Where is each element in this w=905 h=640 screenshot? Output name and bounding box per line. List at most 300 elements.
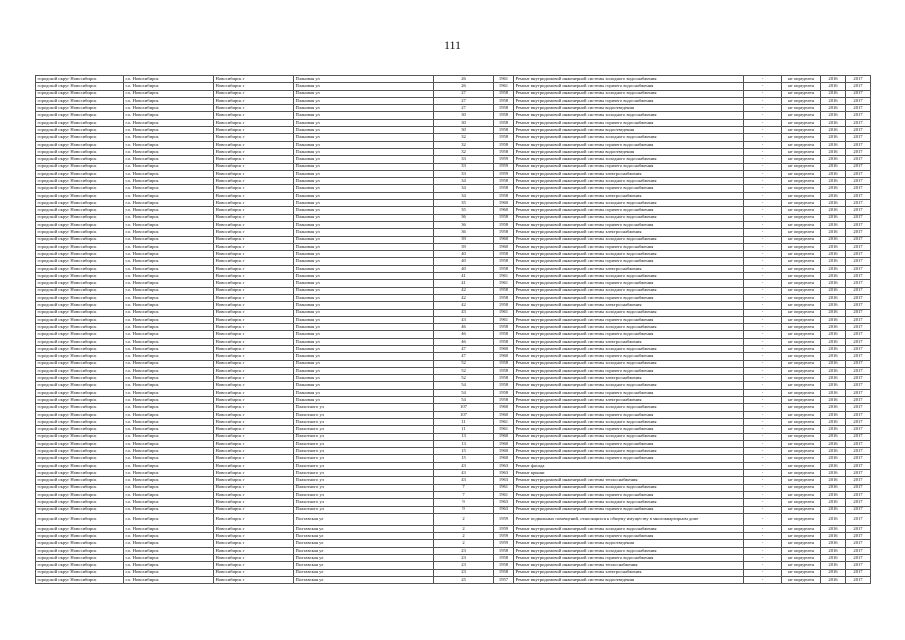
table-row <box>36 309 871 316</box>
municipality-cell: городской округ Новосибирск <box>36 112 124 119</box>
street-cell: Плахотного ул <box>294 491 434 498</box>
street-cell: Плановая ул <box>294 309 434 316</box>
cost-cell: не определен <box>782 569 821 576</box>
table-row <box>36 367 871 374</box>
end-year-cell: 2017 <box>846 569 871 576</box>
municipality-cell: городской округ Новосибирск <box>36 448 124 455</box>
table-row <box>36 576 871 583</box>
settlement-cell: г.о. Новосибирск <box>124 163 214 170</box>
settlement-cell: г.о. Новосибирск <box>124 448 214 455</box>
start-year-cell: 2016 <box>821 178 846 185</box>
dash-cell: - <box>744 382 782 389</box>
end-year-cell: 2017 <box>846 156 871 163</box>
start-year-cell: 2016 <box>821 477 846 484</box>
house-number-cell: 27 <box>434 105 494 112</box>
locality-cell: Новосибирск г <box>214 105 294 112</box>
end-year-cell: 2017 <box>846 440 871 447</box>
build-year-cell: 1958 <box>494 141 514 148</box>
work-type-cell: Ремонт внутридомовой инженерной системы холодного водоснабжения <box>514 448 744 455</box>
work-type-cell: Ремонт внутридомовой инженерной системы холодного водоснабжения <box>514 433 744 440</box>
house-number-cell: 23 <box>434 547 494 554</box>
dash-cell: - <box>744 397 782 404</box>
street-cell: Плановая ул <box>294 273 434 280</box>
dash-cell: - <box>744 462 782 469</box>
end-year-cell: 2017 <box>846 105 871 112</box>
cost-cell: не определен <box>782 389 821 396</box>
settlement-cell: г.о. Новосибирск <box>124 178 214 185</box>
table-row <box>36 207 871 214</box>
municipality-cell: городской округ Новосибирск <box>36 221 124 228</box>
build-year-cell: 1961 <box>494 273 514 280</box>
work-type-cell: Ремонт внутридомовой инженерной системы холодного водоснабжения <box>514 273 744 280</box>
build-year-cell: 1958 <box>494 178 514 185</box>
municipality-cell: городской округ Новосибирск <box>36 533 124 540</box>
house-number-cell: 7 <box>434 491 494 498</box>
house-number-cell: 39 <box>434 243 494 250</box>
end-year-cell: 2017 <box>846 397 871 404</box>
start-year-cell: 2016 <box>821 499 846 506</box>
work-type-cell: Ремонт внутридомовой инженерной системы горячего водоснабжения <box>514 221 744 228</box>
house-number-cell: 26 <box>434 76 494 83</box>
end-year-cell: 2017 <box>846 309 871 316</box>
end-year-cell: 2017 <box>846 258 871 265</box>
street-cell: Плахотного ул <box>294 462 434 469</box>
cost-cell: не определен <box>782 375 821 382</box>
start-year-cell: 2016 <box>821 338 846 345</box>
end-year-cell: 2017 <box>846 411 871 418</box>
end-year-cell: 2017 <box>846 433 871 440</box>
end-year-cell: 2017 <box>846 112 871 119</box>
cost-cell: не определен <box>782 404 821 411</box>
table-row <box>36 287 871 294</box>
end-year-cell: 2017 <box>846 251 871 258</box>
start-year-cell: 2016 <box>821 367 846 374</box>
cost-cell: не определен <box>782 148 821 155</box>
municipality-cell: городской округ Новосибирск <box>36 440 124 447</box>
cost-cell: не определен <box>782 170 821 177</box>
cost-cell: не определен <box>782 251 821 258</box>
end-year-cell: 2017 <box>846 316 871 323</box>
house-number-cell: 32 <box>434 148 494 155</box>
locality-cell: Новосибирск г <box>214 411 294 418</box>
settlement-cell: г.о. Новосибирск <box>124 214 214 221</box>
dash-cell: - <box>744 83 782 90</box>
locality-cell: Новосибирск г <box>214 448 294 455</box>
municipality-cell: городской округ Новосибирск <box>36 185 124 192</box>
build-year-cell: 1958 <box>494 127 514 134</box>
dash-cell: - <box>744 448 782 455</box>
work-type-cell: Ремонт внутридомовой инженерной системы водоотведения <box>514 540 744 547</box>
table-row <box>36 76 871 83</box>
build-year-cell: 1960 <box>494 243 514 250</box>
cost-cell: не определен <box>782 119 821 126</box>
settlement-cell: г.о. Новосибирск <box>124 105 214 112</box>
street-cell: Плахотного ул <box>294 440 434 447</box>
end-year-cell: 2017 <box>846 192 871 199</box>
work-type-cell: Ремонт внутридомовой инженерной системы горячего водоснабжения <box>514 141 744 148</box>
end-year-cell: 2017 <box>846 462 871 469</box>
cost-cell: не определен <box>782 156 821 163</box>
cost-cell: не определен <box>782 470 821 477</box>
locality-cell: Новосибирск г <box>214 192 294 199</box>
municipality-cell: городской округ Новосибирск <box>36 302 124 309</box>
start-year-cell: 2016 <box>821 324 846 331</box>
locality-cell: Новосибирск г <box>214 229 294 236</box>
work-type-cell: Ремонт внутридомовой инженерной системы горячего водоснабжения <box>514 119 744 126</box>
build-year-cell: 1958 <box>494 324 514 331</box>
cost-cell: не определен <box>782 562 821 569</box>
settlement-cell: г.о. Новосибирск <box>124 302 214 309</box>
end-year-cell: 2017 <box>846 484 871 491</box>
cost-cell: не определен <box>782 309 821 316</box>
build-year-cell: 1959 <box>494 525 514 532</box>
dash-cell: - <box>744 148 782 155</box>
table-row <box>36 382 871 389</box>
table-row <box>36 163 871 170</box>
end-year-cell: 2017 <box>846 83 871 90</box>
dash-cell: - <box>744 280 782 287</box>
street-cell: Плановая ул <box>294 229 434 236</box>
settlement-cell: г.о. Новосибирск <box>124 433 214 440</box>
settlement-cell: г.о. Новосибирск <box>124 119 214 126</box>
locality-cell: Новосибирск г <box>214 309 294 316</box>
dash-cell: - <box>744 229 782 236</box>
street-cell: Полтавская ул <box>294 576 434 583</box>
work-type-cell: Ремонт внутридомовой инженерной системы горячего водоснабжения <box>514 389 744 396</box>
build-year-cell: 1958 <box>494 562 514 569</box>
end-year-cell: 2017 <box>846 243 871 250</box>
municipality-cell: городской округ Новосибирск <box>36 569 124 576</box>
locality-cell: Новосибирск г <box>214 112 294 119</box>
table-row <box>36 185 871 192</box>
municipality-cell: городской округ Новосибирск <box>36 229 124 236</box>
house-number-cell: 54 <box>434 389 494 396</box>
street-cell: Полтавская ул <box>294 562 434 569</box>
work-type-cell: Ремонт внутридомовой инженерной системы холодного водоснабжения <box>514 484 744 491</box>
table-row <box>36 440 871 447</box>
settlement-cell: г.о. Новосибирск <box>124 462 214 469</box>
municipality-cell: городской округ Новосибирск <box>36 367 124 374</box>
work-type-cell: Ремонт внутридомовой инженерной системы горячего водоснабжения <box>514 97 744 104</box>
start-year-cell: 2016 <box>821 265 846 272</box>
build-year-cell: 1960 <box>494 440 514 447</box>
locality-cell: Новосибирск г <box>214 236 294 243</box>
end-year-cell: 2017 <box>846 470 871 477</box>
cost-cell: не определен <box>782 185 821 192</box>
locality-cell: Новосибирск г <box>214 251 294 258</box>
start-year-cell: 2016 <box>821 112 846 119</box>
settlement-cell: г.о. Новосибирск <box>124 243 214 250</box>
start-year-cell: 2016 <box>821 433 846 440</box>
locality-cell: Новосибирск г <box>214 375 294 382</box>
settlement-cell: г.о. Новосибирск <box>124 258 214 265</box>
build-year-cell: 1958 <box>494 389 514 396</box>
end-year-cell: 2017 <box>846 134 871 141</box>
locality-cell: Новосибирск г <box>214 200 294 207</box>
settlement-cell: г.о. Новосибирск <box>124 533 214 540</box>
dash-cell: - <box>744 576 782 583</box>
cost-cell: не определен <box>782 83 821 90</box>
house-number-cell: 34 <box>434 185 494 192</box>
end-year-cell: 2017 <box>846 562 871 569</box>
start-year-cell: 2016 <box>821 382 846 389</box>
end-year-cell: 2017 <box>846 294 871 301</box>
cost-cell: не определен <box>782 448 821 455</box>
end-year-cell: 2017 <box>846 448 871 455</box>
start-year-cell: 2016 <box>821 214 846 221</box>
street-cell: Полтавская ул <box>294 555 434 562</box>
cost-cell: не определен <box>782 331 821 338</box>
municipality-cell: городской округ Новосибирск <box>36 540 124 547</box>
table-row <box>36 360 871 367</box>
end-year-cell: 2017 <box>846 540 871 547</box>
work-type-cell: Ремонт внутридомовой инженерной системы электроснабжения <box>514 170 744 177</box>
dash-cell: - <box>744 112 782 119</box>
dash-cell: - <box>744 185 782 192</box>
street-cell: Плановая ул <box>294 389 434 396</box>
work-type-cell: Ремонт внутридомовой инженерной системы горячего водоснабжения <box>514 258 744 265</box>
end-year-cell: 2017 <box>846 506 871 513</box>
start-year-cell: 2016 <box>821 418 846 425</box>
dash-cell: - <box>744 251 782 258</box>
house-number-cell: 25 <box>434 576 494 583</box>
house-number-cell: 43 <box>434 477 494 484</box>
settlement-cell: г.о. Новосибирск <box>124 309 214 316</box>
settlement-cell: г.о. Новосибирск <box>124 251 214 258</box>
cost-cell: не определен <box>782 134 821 141</box>
end-year-cell: 2017 <box>846 353 871 360</box>
end-year-cell: 2017 <box>846 280 871 287</box>
municipality-cell: городской округ Новосибирск <box>36 462 124 469</box>
dash-cell: - <box>744 404 782 411</box>
house-number-cell: 47 <box>434 345 494 352</box>
work-type-cell: Ремонт внутридомовой инженерной системы горячего водоснабжения <box>514 533 744 540</box>
dash-cell: - <box>744 90 782 97</box>
cost-cell: не определен <box>782 214 821 221</box>
municipality-cell: городской округ Новосибирск <box>36 525 124 532</box>
work-type-cell: Ремонт внутридомовой инженерной системы холодного водоснабжения <box>514 76 744 83</box>
cost-cell: не определен <box>782 418 821 425</box>
start-year-cell: 2016 <box>821 576 846 583</box>
build-year-cell: 1958 <box>494 338 514 345</box>
house-number-cell: 42 <box>434 294 494 301</box>
municipality-cell: городской округ Новосибирск <box>36 338 124 345</box>
end-year-cell: 2017 <box>846 491 871 498</box>
build-year-cell: 1958 <box>494 214 514 221</box>
build-year-cell: 1959 <box>494 513 514 525</box>
table-row <box>36 499 871 506</box>
municipality-cell: городской округ Новосибирск <box>36 309 124 316</box>
table-row <box>36 141 871 148</box>
municipality-cell: городской округ Новосибирск <box>36 382 124 389</box>
build-year-cell: 1958 <box>494 251 514 258</box>
dash-cell: - <box>744 97 782 104</box>
house-number-cell: 33 <box>434 163 494 170</box>
street-cell: Плановая ул <box>294 141 434 148</box>
end-year-cell: 2017 <box>846 513 871 525</box>
table-row <box>36 105 871 112</box>
cost-cell: не определен <box>782 273 821 280</box>
page-number: 111 <box>443 38 462 52</box>
locality-cell: Новосибирск г <box>214 156 294 163</box>
dash-cell: - <box>744 470 782 477</box>
cost-cell: не определен <box>782 76 821 83</box>
build-year-cell: 1963 <box>494 470 514 477</box>
municipality-cell: городской округ Новосибирск <box>36 426 124 433</box>
end-year-cell: 2017 <box>846 576 871 583</box>
build-year-cell: 1958 <box>494 258 514 265</box>
locality-cell: Новосибирск г <box>214 265 294 272</box>
cost-cell: не определен <box>782 547 821 554</box>
table-row <box>36 258 871 265</box>
locality-cell: Новосибирск г <box>214 287 294 294</box>
cost-cell: не определен <box>782 200 821 207</box>
street-cell: Плахотного ул <box>294 455 434 462</box>
start-year-cell: 2016 <box>821 331 846 338</box>
start-year-cell: 2016 <box>821 462 846 469</box>
locality-cell: Новосибирск г <box>214 178 294 185</box>
start-year-cell: 2016 <box>821 97 846 104</box>
table-body <box>36 76 871 584</box>
start-year-cell: 2016 <box>821 192 846 199</box>
work-type-cell: Ремонт внутридомовой инженерной системы холодного водоснабжения <box>514 214 744 221</box>
street-cell: Плановая ул <box>294 345 434 352</box>
work-type-cell: Ремонт внутридомовой инженерной системы водоотведения <box>514 105 744 112</box>
start-year-cell: 2016 <box>821 134 846 141</box>
settlement-cell: г.о. Новосибирск <box>124 294 214 301</box>
house-number-cell: 46 <box>434 338 494 345</box>
cost-cell: не определен <box>782 338 821 345</box>
end-year-cell: 2017 <box>846 170 871 177</box>
cost-cell: не определен <box>782 265 821 272</box>
cost-cell: не определен <box>782 192 821 199</box>
municipality-cell: городской округ Новосибирск <box>36 251 124 258</box>
dash-cell: - <box>744 331 782 338</box>
table-row <box>36 375 871 382</box>
build-year-cell: 1958 <box>494 221 514 228</box>
street-cell: Плановая ул <box>294 316 434 323</box>
work-type-cell: Ремонт внутридомовой инженерной системы водоотведения <box>514 148 744 155</box>
locality-cell: Новосибирск г <box>214 382 294 389</box>
locality-cell: Новосибирск г <box>214 76 294 83</box>
house-number-cell: 107 <box>434 411 494 418</box>
end-year-cell: 2017 <box>846 547 871 554</box>
table-row <box>36 513 871 525</box>
house-number-cell: 32 <box>434 141 494 148</box>
street-cell: Плановая ул <box>294 76 434 83</box>
locality-cell: Новосибирск г <box>214 525 294 532</box>
locality-cell: Новосибирск г <box>214 491 294 498</box>
work-type-cell: Ремонт внутридомовой инженерной системы горячего водоснабжения <box>514 280 744 287</box>
street-cell: Плановая ул <box>294 192 434 199</box>
municipality-cell: городской округ Новосибирск <box>36 294 124 301</box>
build-year-cell: 1959 <box>494 170 514 177</box>
build-year-cell: 1961 <box>494 491 514 498</box>
work-type-cell: Ремонт внутридомовой инженерной системы электроснабжения <box>514 397 744 404</box>
work-type-cell: Ремонт внутридомовой инженерной системы электроснабжения <box>514 338 744 345</box>
dash-cell: - <box>744 491 782 498</box>
street-cell: Плановая ул <box>294 375 434 382</box>
build-year-cell: 1959 <box>494 533 514 540</box>
street-cell: Плахотного ул <box>294 418 434 425</box>
work-type-cell: Ремонт внутридомовой инженерной системы холодного водоснабжения <box>514 251 744 258</box>
locality-cell: Новосибирск г <box>214 90 294 97</box>
locality-cell: Новосибирск г <box>214 547 294 554</box>
build-year-cell: 1960 <box>494 200 514 207</box>
table-row <box>36 404 871 411</box>
dash-cell: - <box>744 273 782 280</box>
start-year-cell: 2016 <box>821 105 846 112</box>
table-row <box>36 192 871 199</box>
work-type-cell: Ремонт внутридомовой инженерной системы холодного водоснабжения <box>514 200 744 207</box>
municipality-cell: городской округ Новосибирск <box>36 411 124 418</box>
end-year-cell: 2017 <box>846 178 871 185</box>
build-year-cell: 1961 <box>494 484 514 491</box>
house-number-cell: 43 <box>434 470 494 477</box>
street-cell: Плановая ул <box>294 200 434 207</box>
settlement-cell: г.о. Новосибирск <box>124 316 214 323</box>
build-year-cell: 1960 <box>494 411 514 418</box>
locality-cell: Новосибирск г <box>214 258 294 265</box>
settlement-cell: г.о. Новосибирск <box>124 418 214 425</box>
locality-cell: Новосибирск г <box>214 97 294 104</box>
table-row <box>36 569 871 576</box>
locality-cell: Новосибирск г <box>214 207 294 214</box>
locality-cell: Новосибирск г <box>214 331 294 338</box>
house-number-cell: 11 <box>434 426 494 433</box>
dash-cell: - <box>744 302 782 309</box>
locality-cell: Новосибирск г <box>214 273 294 280</box>
build-year-cell: 1961 <box>494 418 514 425</box>
settlement-cell: г.о. Новосибирск <box>124 375 214 382</box>
locality-cell: Новосибирск г <box>214 397 294 404</box>
street-cell: Плановая ул <box>294 163 434 170</box>
work-type-cell: Ремонт внутридомовой инженерной системы водоотведения <box>514 127 744 134</box>
settlement-cell: г.о. Новосибирск <box>124 200 214 207</box>
table-row <box>36 433 871 440</box>
locality-cell: Новосибирск г <box>214 185 294 192</box>
settlement-cell: г.о. Новосибирск <box>124 506 214 513</box>
build-year-cell: 1961 <box>494 316 514 323</box>
settlement-cell: г.о. Новосибирск <box>124 141 214 148</box>
start-year-cell: 2016 <box>821 251 846 258</box>
locality-cell: Новосибирск г <box>214 477 294 484</box>
house-number-cell: 43 <box>434 316 494 323</box>
dash-cell: - <box>744 499 782 506</box>
start-year-cell: 2016 <box>821 440 846 447</box>
locality-cell: Новосибирск г <box>214 316 294 323</box>
street-cell: Плановая ул <box>294 156 434 163</box>
start-year-cell: 2016 <box>821 555 846 562</box>
house-number-cell: 33 <box>434 156 494 163</box>
end-year-cell: 2017 <box>846 555 871 562</box>
municipality-cell: городской округ Новосибирск <box>36 83 124 90</box>
work-type-cell: Ремонт внутридомовой инженерной системы холодного водоснабжения <box>514 178 744 185</box>
street-cell: Плановая ул <box>294 331 434 338</box>
start-year-cell: 2016 <box>821 426 846 433</box>
start-year-cell: 2016 <box>821 163 846 170</box>
build-year-cell: 1960 <box>494 448 514 455</box>
settlement-cell: г.о. Новосибирск <box>124 338 214 345</box>
table-row <box>36 214 871 221</box>
street-cell: Плановая ул <box>294 294 434 301</box>
house-number-cell: 36 <box>434 214 494 221</box>
locality-cell: Новосибирск г <box>214 576 294 583</box>
end-year-cell: 2017 <box>846 76 871 83</box>
table-row <box>36 562 871 569</box>
house-number-cell: 40 <box>434 265 494 272</box>
work-type-cell: Ремонт внутридомовой инженерной системы горячего водоснабжения <box>514 440 744 447</box>
